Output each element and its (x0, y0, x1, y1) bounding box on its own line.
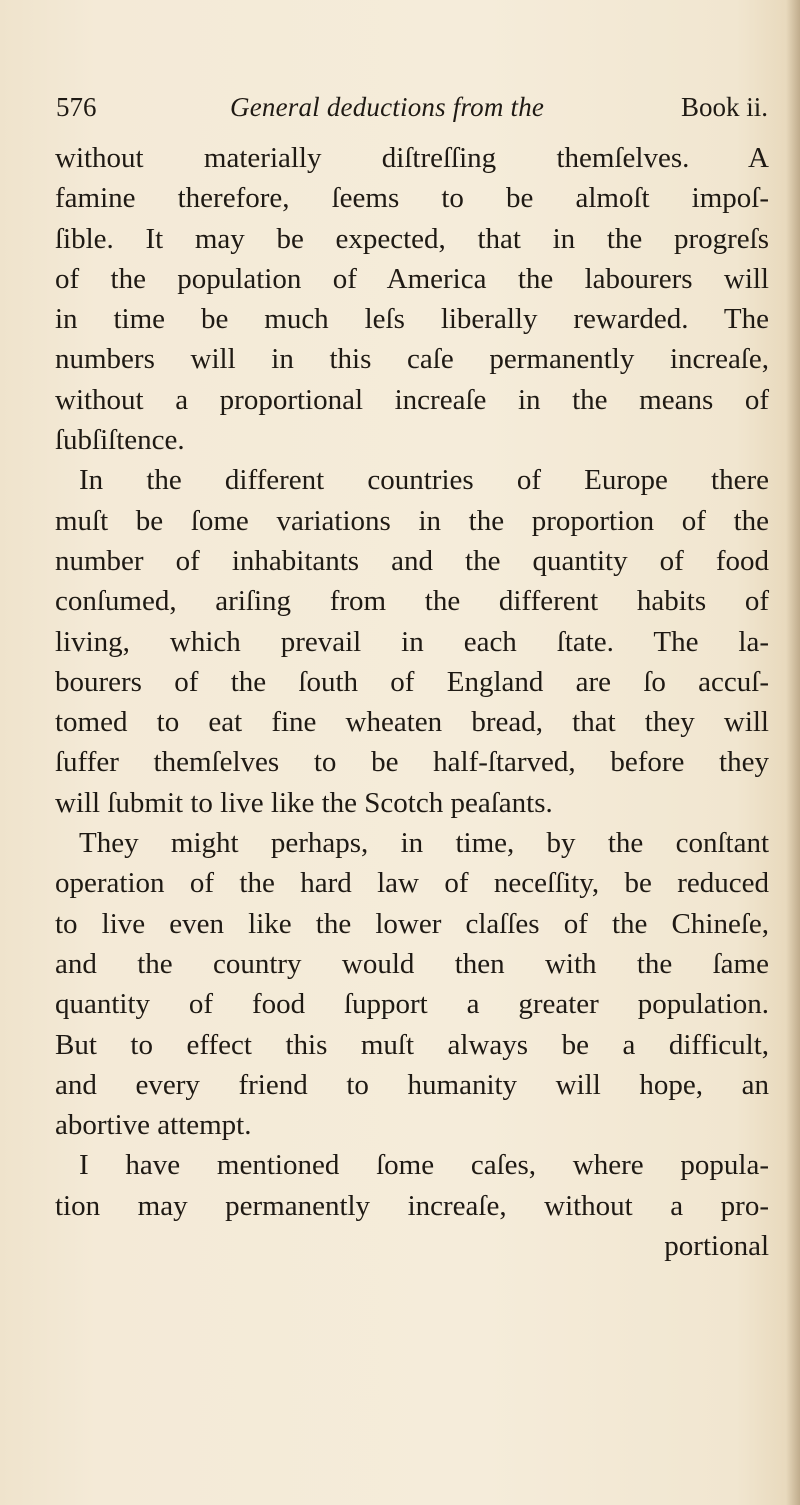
text-line: ſible. It may be expected, that in the progreſs (55, 222, 769, 255)
running-title: General deductions from the (230, 92, 545, 122)
text-line: muſt be ſome variations in the proportion of the (55, 504, 769, 537)
text-line: numbers will in this caſe permanently increaſe, (55, 343, 769, 376)
paragraph-start-line: I have mentioned ſome caſes, where popula- (79, 1149, 769, 1182)
text-line: abortive attempt. (55, 1109, 252, 1142)
paragraph-start-line: They might perhaps, in time, by the conſtant (79, 827, 769, 860)
text-line: famine therefore, ſeems to be almoſt impoſ- (55, 182, 769, 215)
text-line: But to effect this muſt always be a difficult, (55, 1028, 769, 1061)
text-line: operation of the hard law of neceſſity, be reduced (55, 867, 769, 900)
text-line: tomed to eat fine wheaten bread, that they will (55, 706, 769, 739)
text-line: and every friend to humanity will hope, an (55, 1068, 769, 1101)
text-line: of the population of America the labourers will (55, 262, 769, 295)
book-label: Book ii. (680, 92, 768, 122)
text-line: in time be much leſs liberally rewarded. The (55, 303, 769, 336)
text-line: quantity of food ſupport a greater population. (55, 988, 769, 1021)
text-line: bourers of the ſouth of England are ſo accuſ- (55, 665, 769, 698)
text-line: living, which prevail in each ſtate. The la- (55, 625, 769, 658)
text-line: ſubſiſtence. (55, 424, 185, 457)
text-line: without materially diſtreſſing themſelves. A (55, 142, 769, 174)
running-header (56, 92, 768, 132)
text-line: number of inhabitants and the quantity of food (55, 544, 769, 577)
text-line: ſuffer themſelves to be half-ſtarved, before they (55, 746, 769, 779)
text-line: tion may permanently increaſe, without a pro- (55, 1189, 769, 1222)
text-line: to live even like the lower claſſes of the Chineſe, (55, 907, 769, 940)
text-line: will ſubmit to live like the Scotch peaſants. (55, 786, 553, 819)
paragraph-start-line: In the different countries of Europe there (79, 464, 769, 497)
page-edge-shadow (786, 0, 800, 1505)
page-number: 576 (56, 92, 97, 122)
text-line: without a proportional increaſe in the means of (55, 383, 769, 416)
text-line: conſumed, ariſing from the different habits of (55, 585, 769, 618)
catchword: portional (664, 1230, 769, 1263)
text-line: and the country would then with the ſame (55, 947, 769, 980)
body-text (55, 138, 769, 1266)
